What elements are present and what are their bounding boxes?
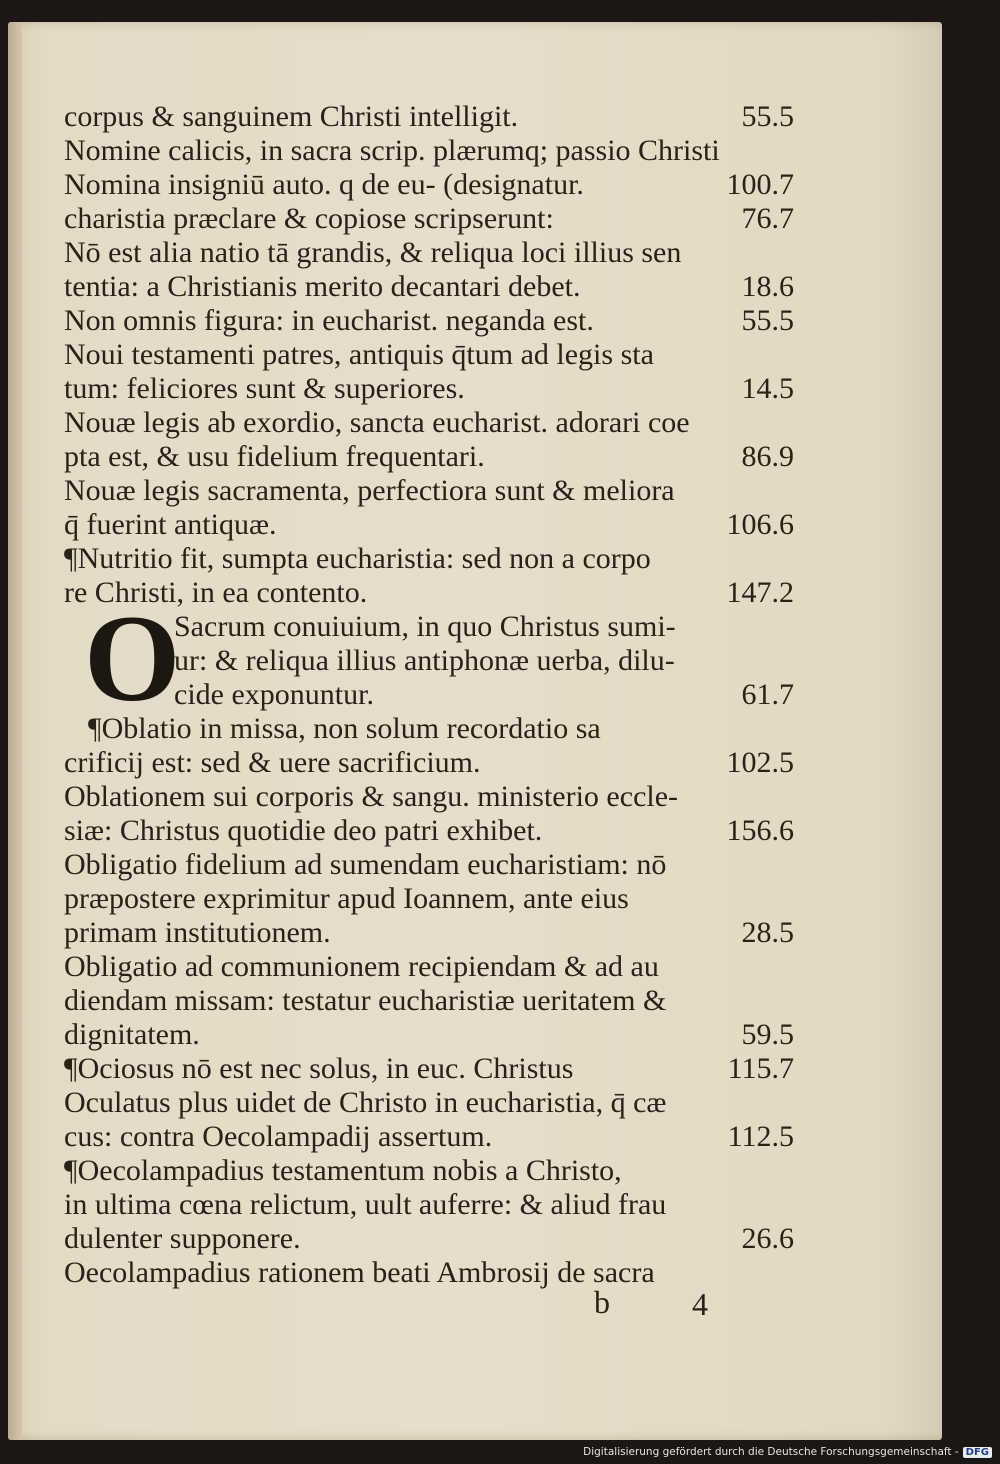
index-line: [64, 236, 794, 270]
book-page: [8, 22, 942, 1440]
index-page-ref: 102.5: [726, 746, 794, 779]
index-line: [64, 406, 794, 440]
index-line: [64, 338, 794, 372]
index-line: [64, 100, 794, 134]
index-entry-text: Obligatio fidelium ad sumendam eucharistiam: nō: [64, 848, 667, 881]
index-page-ref: 100.7: [726, 168, 794, 201]
index-entry-text: tum: feliciores sunt & superiores.: [64, 372, 465, 405]
index-entry-text: corpus & sanguinem Christi intelligit.: [64, 100, 519, 133]
funding-footer: [583, 1444, 992, 1460]
index-entry-text: ¶Oblatio in missa, non solum recordatio sa: [88, 712, 601, 745]
index-line: [174, 644, 794, 678]
index-entry-text: Oecolampadius rationem beati Ambrosij de sacra: [64, 1256, 655, 1289]
index-entry-text: Obligatio ad communionem recipiendam & ad au: [64, 950, 659, 983]
index-entry-text: diendam missam: testatur eucharistiæ ueritatem &: [64, 984, 667, 1017]
index-line: [64, 1256, 794, 1290]
index-entry-text: ¶Oecolampadius testamentum nobis a Christo,: [64, 1154, 622, 1187]
index-entry-text: cus: contra Oecolampadij assertum.: [64, 1120, 493, 1153]
drop-cap-initial: O: [84, 590, 181, 727]
index-page-ref: 112.5: [727, 1120, 794, 1153]
index-line: [64, 134, 794, 168]
index-page-ref: 147.2: [726, 576, 794, 609]
index-line: [64, 304, 794, 338]
index-entry-text: cide exponuntur.: [174, 678, 374, 711]
dfg-logo: DFG: [963, 1447, 992, 1458]
index-entry-text: Sacrum conuiuium, in quo Christus sumi-: [174, 610, 676, 643]
index-line: [64, 950, 794, 984]
index-page-ref: 59.5: [741, 1018, 794, 1051]
index-entry-text: præpostere exprimitur apud Ioannem, ante eius: [64, 882, 629, 915]
index-page-ref: 86.9: [741, 440, 794, 473]
page-spine-edge: [8, 22, 22, 1440]
index-entry-text: Nomine calicis, in sacra scrip. plærumq; passio Christi: [64, 134, 720, 167]
index-line: [64, 882, 794, 916]
index-entry-text: in ultima cœna relictum, uult auferre: & aliud frau: [64, 1188, 667, 1221]
index-entry-text: dulenter supponere.: [64, 1222, 301, 1255]
index-entry-text: ¶Nutritio fit, sumpta eucharistia: sed non a corpo: [64, 542, 651, 575]
index-page-ref: 28.5: [741, 916, 794, 949]
index-entry-text: Nouæ legis sacramenta, perfectiora sunt & meliora: [64, 474, 675, 507]
index-entry-text: Oculatus plus uidet de Christo in eucharistia, q̄ cæ: [64, 1086, 667, 1119]
index-page-ref: 18.6: [741, 270, 794, 303]
index-line: [64, 1086, 794, 1120]
index-entry-text: ¶Ociosus nō est nec solus, in euc. Christus: [64, 1052, 574, 1085]
index-line: [174, 678, 794, 712]
index-entry-text: Nomina insigniū auto. q de eu- (designatur.: [64, 168, 584, 201]
index-line: [64, 372, 794, 406]
index-line: [64, 1188, 794, 1222]
index-entry-text: re Christi, in ea contento.: [64, 576, 368, 609]
index-line: [64, 746, 794, 780]
index-entry-text: charistia præclare & copiose scripserunt:: [64, 202, 554, 235]
index-line: [64, 202, 794, 236]
index-line: [64, 1018, 794, 1052]
index-page-ref: 14.5: [741, 372, 794, 405]
index-line: [64, 508, 794, 542]
index-line: [64, 1154, 794, 1188]
index-entries-n: [64, 100, 794, 610]
index-entry-text: Nouæ legis ab exordio, sancta eucharist. adorari coe: [64, 406, 690, 439]
index-line: [64, 168, 794, 202]
index-entry-text: dignitatem.: [64, 1018, 200, 1051]
index-page-ref: 61.7: [741, 678, 794, 711]
index-line: [174, 610, 794, 644]
index-entry-text: Non omnis figura: in eucharist. neganda est.: [64, 304, 594, 337]
index-page-ref: 106.6: [726, 508, 794, 541]
index-page-ref: 76.7: [741, 202, 794, 235]
index-page-ref: 55.5: [741, 304, 794, 337]
index-entry-text: Noui testamenti patres, antiquis q̄tum ad legis sta: [64, 338, 654, 371]
index-line: [64, 270, 794, 304]
index-line: [64, 848, 794, 882]
index-entry-text: pta est, & usu fidelium frequentari.: [64, 440, 485, 473]
index-line: [64, 1222, 794, 1256]
index-line: [64, 916, 794, 950]
index-page-ref: 115.7: [727, 1052, 794, 1085]
index-line: [64, 1120, 794, 1154]
index-line: [64, 1052, 794, 1086]
index-page-ref: 156.6: [726, 814, 794, 847]
index-text-block: [64, 100, 794, 1290]
index-line: [64, 780, 794, 814]
index-page-ref: 55.5: [741, 100, 794, 133]
index-entry-text: siæ: Christus quotidie deo patri exhibet.: [64, 814, 543, 847]
funding-note: Digitalisierung gefördert durch die Deutsche Forschungsgemeinschaft -: [583, 1446, 959, 1458]
index-line: [64, 474, 794, 508]
index-entry-text: ur: & reliqua illius antiphonæ uerba, dilu-: [174, 644, 675, 677]
index-entry-text: Oblationem sui corporis & sangu. ministerio eccle-: [64, 780, 679, 813]
index-line: [64, 542, 794, 576]
index-line: [64, 984, 794, 1018]
index-entries-o: [64, 712, 794, 1290]
index-entry-text: tentia: a Christianis merito decantari debet.: [64, 270, 581, 303]
index-page-ref: 26.6: [741, 1222, 794, 1255]
index-entry-text: Nō est alia natio tā grandis, & reliqua loci illius sen: [64, 236, 682, 269]
signature-mark: b: [594, 1284, 610, 1320]
index-entry-text: q̄ fuerint antiquæ.: [64, 508, 277, 541]
index-line: [64, 440, 794, 474]
signature-number: 4: [692, 1286, 708, 1322]
index-entry-text: crificij est: sed & uere sacrificium.: [64, 746, 481, 779]
index-entry-text: primam institutionem.: [64, 916, 331, 949]
index-line: [64, 814, 794, 848]
